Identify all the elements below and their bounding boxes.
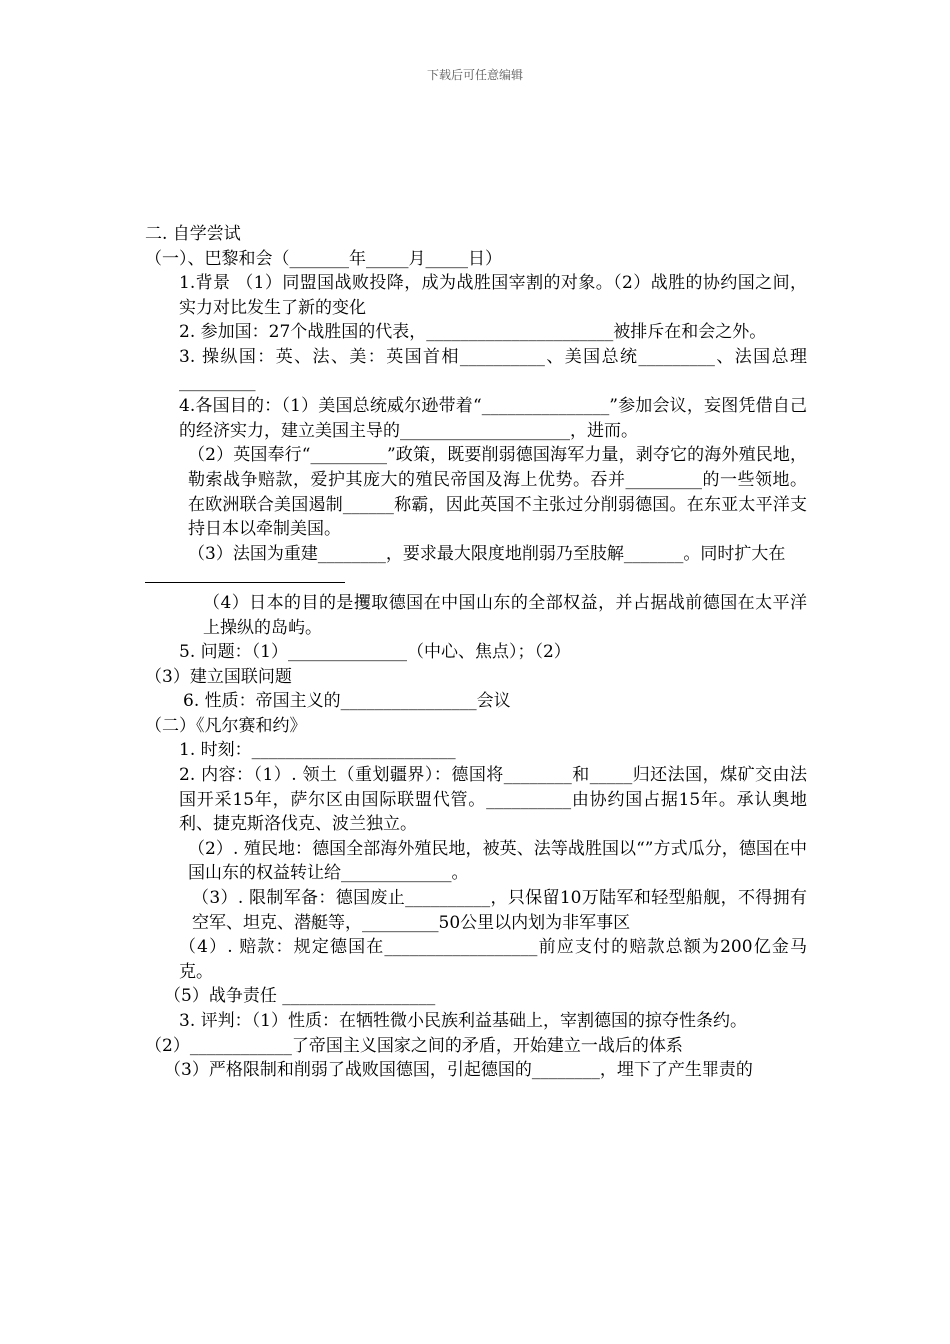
- section-title: 二. 自学尝试: [145, 224, 241, 244]
- item-issues-3: （3）建立国联问题: [145, 666, 292, 687]
- item-content-territory: 2. 内容：（1）. 领土（重划疆界）：德国将________和_____归还法国，煤矿交由法国开采15年，萨尔区由国际联盟代管。__________由协约国占据15年。承认奥地利、捷克斯洛伐克、波兰独立。: [179, 765, 807, 835]
- answer-blank-line: [145, 566, 807, 591]
- document-body: [145, 222, 807, 1083]
- item-participants: 2. 参加国：27个战胜国的代表，______________________被排斥在和会之外。: [179, 322, 767, 343]
- item-background: 1.背景 （1）同盟国战败投降，成为战胜国宰割的对象。（2）战胜的协约国之间，实力对比发生了新的变化: [179, 273, 807, 318]
- item-aims-britain: （2）英国奉行“_________”政策，既要削弱德国海军力量，剥夺它的海外殖民地，勒索战争赔款，爱护其庞大的殖民帝国及海上优势。吞并_________的一些领地。在欧洲联合美国遏制______称霸，因此英国不主张过分削弱德国。在东亚太平洋支持日本以牵制美国。: [188, 445, 807, 540]
- item-content-colonies: （2）. 殖民地：德国全部海外殖民地，被英、法等战胜国以“”方式瓜分，德国在中国山东的权益转让给_____________。: [188, 838, 807, 884]
- subsection-versailles: （二）《凡尔赛和约》: [145, 715, 307, 736]
- item-evaluation-nature: 3. 评判：（1）性质：在牺牲微小民族利益基础上，宰割德国的掠夺性条约。: [179, 1011, 747, 1031]
- item-issues: 5. 问题：（1）______________（中心、焦点）；（2）: [179, 642, 571, 663]
- item-aims-japan: （4）日本的目的是攫取德国在中国山东的全部权益，并占据战前德国在太平洋上操纵的岛屿。: [203, 592, 807, 638]
- item-aims-france: （3）法国为重建________，要求最大限度地削弱乃至肢解_______。同时扩大在: [188, 543, 786, 564]
- item-content-military: （3）. 限制军备：德国废止__________，只保留10万陆军和轻型船舰，不得拥有空军、坦克、潜艇等，_________50公里以内划为非军事区: [192, 888, 807, 933]
- item-controllers: 3. 操纵国：英、法、美：英国首相__________、美国总统_________、法国总理_________: [179, 346, 807, 392]
- item-nature: 6. 性质：帝国主义的________________会议: [183, 691, 511, 712]
- item-content-war-guilt: （5）战争责任 __________________: [164, 986, 436, 1007]
- item-evaluation-2: （2）____________了帝国主义国家之间的矛盾，开始建立一战后的体系: [145, 1035, 683, 1056]
- item-time: 1. 时刻：________________________: [179, 740, 456, 761]
- item-aims-usa: 4.各国目的：（1）美国总统威尔逊带着“_______________”参加会议，妄图凭借自己的经济实力，建立美国主导的____________________，进而。: [179, 396, 807, 441]
- item-evaluation-3: （3）严格限制和削弱了战败国德国，引起德国的________，埋下了产生罪责的: [164, 1060, 753, 1081]
- subsection-paris-conference: （一）、巴黎和会（_______年_____月_____日）: [145, 248, 502, 269]
- item-content-reparations: （4）. 赔款：规定德国在__________________前应支付的赔款总额为200亿金马克。: [179, 937, 807, 982]
- page-header: 下载后可任意编辑: [426, 68, 523, 82]
